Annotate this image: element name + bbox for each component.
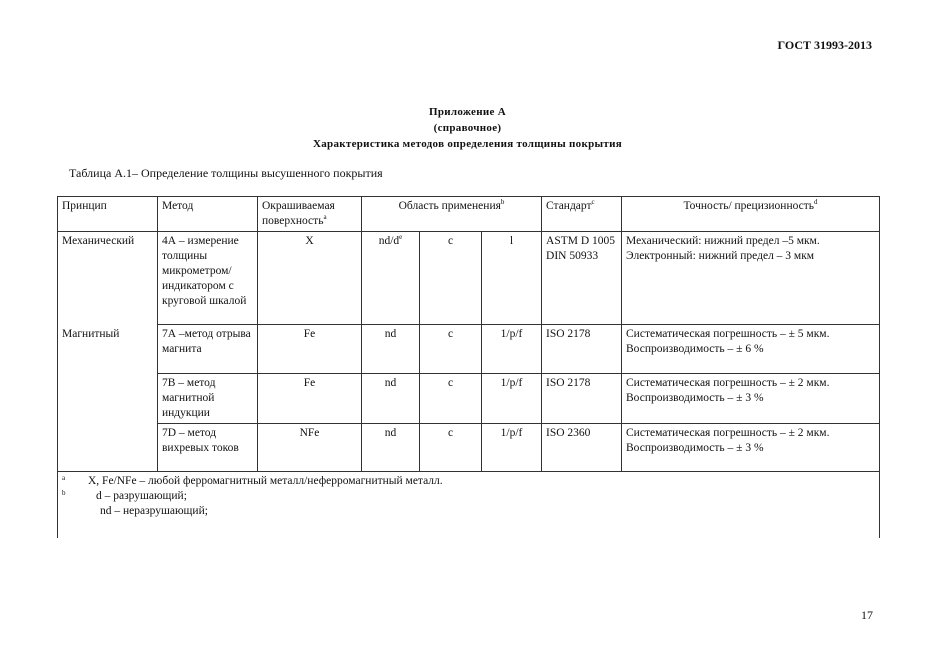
row-l: 1/p/f bbox=[482, 424, 542, 472]
table-row bbox=[58, 374, 880, 424]
row-method: 7В – метод магнитной индукции bbox=[158, 374, 258, 424]
row-accuracy: Систематическая погрешность – ± 2 мкм. Воспроизводимость – ± 3 % bbox=[622, 374, 880, 424]
page-number: 17 bbox=[861, 608, 873, 622]
row-d: nd bbox=[362, 325, 420, 374]
header-accuracy: Точность/ прецизионность$^d$ bbox=[622, 197, 880, 232]
appendix-heading bbox=[0, 104, 935, 152]
footnotes bbox=[58, 472, 880, 539]
row-principle bbox=[58, 424, 158, 472]
row-method: 7А –метод отрыва магнита bbox=[158, 325, 258, 374]
methods-table bbox=[57, 196, 880, 538]
row-c: c bbox=[420, 325, 482, 374]
header-method: Метод bbox=[158, 197, 258, 232]
row-c: c bbox=[420, 424, 482, 472]
row-accuracy: Механический: нижний предел –5 мкм. Электронный: нижний предел – 3 мкм bbox=[622, 232, 880, 325]
row-method: 4А – измерение толщины микрометром/ индикатором с круговой шкалой bbox=[158, 232, 258, 325]
table-row bbox=[58, 424, 880, 472]
row-standard: ISO 2360 bbox=[542, 424, 622, 472]
row-accuracy: Систематическая погрешность – ± 5 мкм. Воспроизводимость – ± 6 % bbox=[622, 325, 880, 374]
row-accuracy: Систематическая погрешность – ± 2 мкм. Воспроизводимость – ± 3 % bbox=[622, 424, 880, 472]
row-d: $nd/d^e$ bbox=[362, 232, 420, 325]
appendix-type: (справочное) bbox=[433, 122, 502, 134]
row-surface: NFe bbox=[258, 424, 362, 472]
row-l: 1/p/f bbox=[482, 374, 542, 424]
row-c: c bbox=[420, 374, 482, 424]
appendix-title: Приложение А bbox=[429, 106, 506, 118]
footnote-a: a X, Fe/NFe – любой ферромагнитный металл/неферромагнитный металл. bbox=[62, 474, 443, 487]
header-surface: Окрашиваемая поверхность$^a$ bbox=[258, 197, 362, 232]
table-row bbox=[58, 232, 880, 325]
row-standard: ISO 2178 bbox=[542, 374, 622, 424]
appendix-subject: Характеристика методов определения толщины покрытия bbox=[312, 138, 622, 150]
table-header-row bbox=[58, 197, 880, 232]
header-area: Область применения$^b$ bbox=[362, 197, 542, 232]
row-c: c bbox=[420, 232, 482, 325]
footnote-b-cont: nd – неразрушающий; bbox=[100, 505, 208, 517]
row-surface: X bbox=[258, 232, 362, 325]
row-d: nd bbox=[362, 374, 420, 424]
table-row bbox=[58, 325, 880, 374]
row-standard: ISO 2178 bbox=[542, 325, 622, 374]
row-surface: Fe bbox=[258, 325, 362, 374]
row-surface: Fe bbox=[258, 374, 362, 424]
row-principle: Механический bbox=[58, 232, 158, 325]
row-standard: ASTM D 1005 DIN 50933 bbox=[542, 232, 622, 325]
row-principle: Магнитный bbox=[58, 325, 158, 374]
row-method: 7D – метод вихревых токов bbox=[158, 424, 258, 472]
row-d: nd bbox=[362, 424, 420, 472]
row-l: 1/p/f bbox=[482, 325, 542, 374]
row-principle bbox=[58, 374, 158, 424]
header-principle: Принцип bbox=[58, 197, 158, 232]
header-standard: Стандарт$^c$ bbox=[542, 197, 622, 232]
footnote-b: b d – разрушающий; bbox=[62, 489, 187, 502]
footnotes-row bbox=[58, 472, 880, 539]
row-l: l bbox=[482, 232, 542, 325]
document-code: ГОСТ 31993-2013 bbox=[777, 38, 872, 52]
table-caption: Таблица А.1– Определение толщины высушенного покрытия bbox=[69, 166, 383, 180]
